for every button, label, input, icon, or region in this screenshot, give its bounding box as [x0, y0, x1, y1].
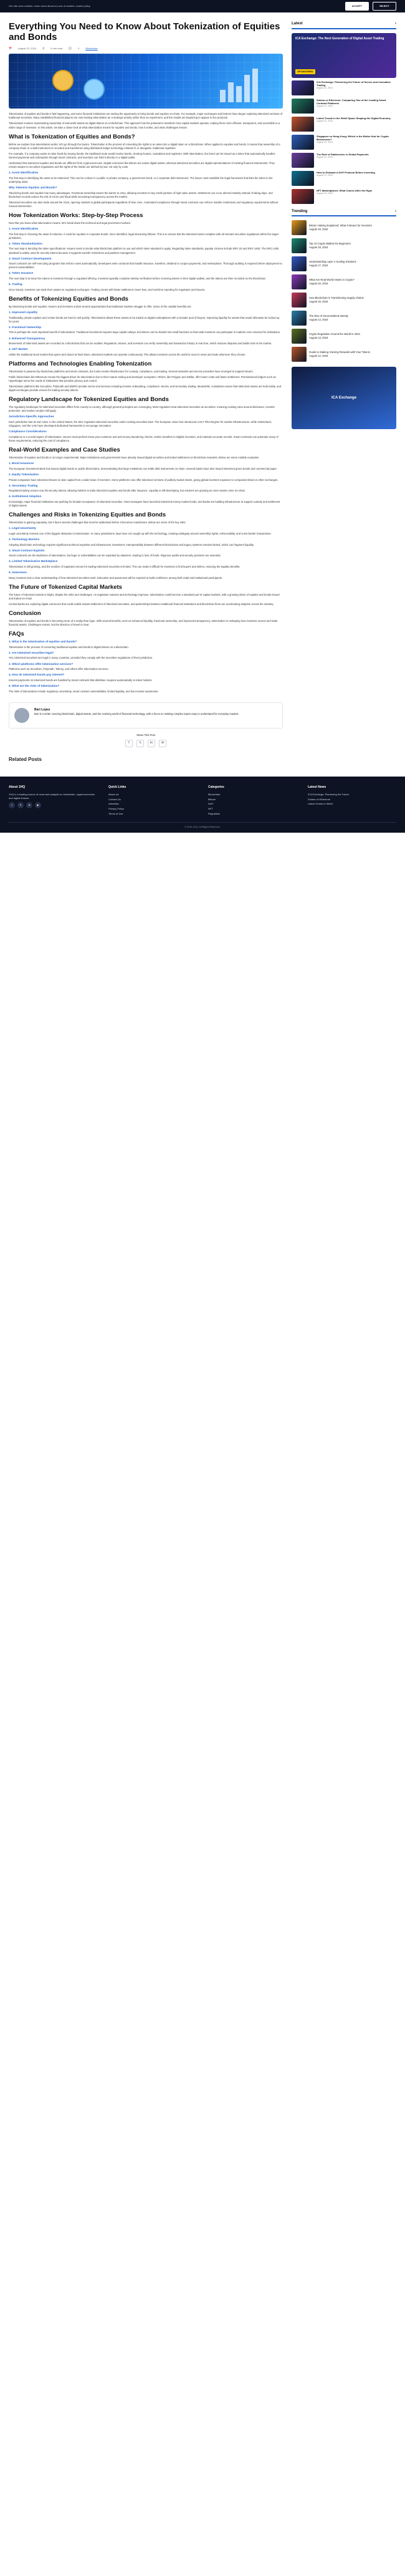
clock-icon: ⏱ — [42, 46, 45, 50]
latest-item[interactable] — [292, 117, 396, 132]
trending-title[interactable]: How Blockchain is Transforming Supply Chains — [309, 296, 364, 300]
latest-date: August 22, 2024 — [317, 141, 333, 144]
trending-text — [309, 278, 355, 286]
latest-title[interactable]: ICA Exchange: Pioneering the Future of Secure and Innovative Trading — [317, 80, 391, 87]
section-heading: Benefits of Tokenizing Equities and Bonds — [9, 295, 128, 303]
subsection-heading: 4. How do tokenized bonds pay interest? — [9, 673, 65, 677]
latest-date: August 21, 2024 — [317, 155, 333, 158]
trending-title[interactable]: The Rise of Decentralized Identity — [309, 314, 348, 318]
trending-title[interactable]: Crypto Regulation Around the World in 2024 — [309, 332, 360, 336]
subsection-heading: 3. Enhanced Transparency — [9, 336, 45, 340]
trending-item[interactable] — [292, 329, 396, 344]
latest-date: August 20, 2024 — [317, 191, 333, 195]
telegram-icon[interactable]: ➤ — [26, 802, 32, 808]
category-link[interactable]: Blockchain — [85, 46, 98, 50]
subsection-heading: 2. Are tokenized securities legal? — [9, 651, 54, 654]
trending-text — [309, 260, 356, 268]
trending-text — [309, 242, 351, 249]
paragraph: The future of tokenized assets is bright, despite the risks and challenges. As regulation matures and technology improves, tokenization could become a standard part of capital markets, with a growing share of equities and bonds issued and traded on-chain. — [9, 593, 280, 600]
section-heading: Real-World Examples and Case Studies — [9, 447, 120, 454]
paragraph: Movements of tokenized assets are recorded on a blockchain that can be audited. Regulators, issuers, and investors can verify ownership and transaction history in real time, which reduces disputes and builds trust in the market. — [9, 342, 272, 346]
footer-link[interactable]: Privacy Policy — [108, 807, 124, 811]
paragraph: Many investors lack a clear understanding of how tokenized securities work. Education and awareness will be required to build confidence among both retail and institutional participants. — [9, 576, 223, 579]
email-icon[interactable]: ✉ — [159, 740, 166, 747]
paragraph: Interest payments on tokenized bonds are handled by smart contracts that distribute coupons automatically to token holders. — [9, 678, 153, 682]
paragraph: The next step is to issue the tokens to investors through a regulated offering. Investors typically complete identity verification before receiving tokens in their digital wallets, and the tokens are then recorded on the blockchain. — [9, 277, 267, 281]
subsection-heading: Compliance Considerations — [9, 430, 47, 433]
comment-count[interactable]: 0 — [78, 46, 80, 50]
subsection-heading: 3. Which platforms offer tokenization services? — [9, 662, 74, 666]
paragraph: Tokenization is powered by blockchain platforms and smart contracts, but it also needs infrastructure for custody, compliance, and trading. Several networks and service providers have emerged to support issuers. — [9, 369, 254, 373]
footer-link[interactable]: Advertise — [108, 802, 119, 806]
paragraph: Tokenization is still growing, and the number of regulated venues for trading tokenized securities is limited. This can make it difficult for investors to find buyers and sellers, reducing the liquidity benefits. — [9, 565, 241, 569]
subsection-heading: 5. Trading — [9, 283, 22, 286]
trending-thumbnail[interactable] — [292, 220, 307, 235]
related-title: Related Posts — [9, 756, 42, 762]
ad-banner[interactable]: ICA Exchange — [292, 367, 396, 429]
subsection-heading: 5. What are the risks of tokenization? — [9, 684, 60, 688]
paragraph: Each jurisdiction has its own rules. In the United States, the SEC regulates tokenized securities under existing securities laws. The European Union has introduced a DLT Pilot Regime for market infrastructures, while Switzerland, Singapore, and the UAE have developed dedicated frameworks to encourage innovation. — [9, 420, 272, 428]
footer-links — [108, 785, 197, 816]
section-heading: Regulatory Landscape for Tokenized Equities and Bonds — [9, 396, 169, 404]
facebook-icon[interactable]: f — [9, 802, 15, 808]
featured-title[interactable]: ICA Exchange: The Next Generation of Digital Asset Trading — [295, 36, 384, 41]
latest-date: August 23, 2024 — [317, 87, 333, 90]
paragraph: Platforms such as Securitize, Polymath, Tokeny, and others offer tokenization services. — [9, 667, 109, 671]
latest-thumbnail[interactable] — [292, 117, 314, 132]
author-name[interactable]: Bari Lopez — [34, 707, 50, 712]
paragraph: Yes, tokenized securities are legal in many countries, provided they comply with the securities regulations of their jurisdiction. — [9, 656, 153, 660]
subsection-heading: 3. Smart Contract Development — [9, 256, 52, 260]
latest-title[interactable]: Latest Trends in the Web3 Space Shaping the Digital Economy — [317, 116, 391, 120]
trending-item[interactable] — [292, 347, 396, 362]
paragraph: Tokenization involves representing ownership of real-world assets as digital tokens on a blockchain. This approach has the potential to transform how capital markets operate, making them more efficient, transparent, and accessible to a wider range of investors. In this article, we take a closer look at what tokenization means for equities and bonds, how it works, and what challenges remain. — [9, 122, 280, 129]
trending-text — [309, 332, 360, 340]
subsection-heading: 1. Improved Liquidity — [9, 310, 38, 314]
paragraph: Tokenization of equities and bonds is fast happening, and some financial institutions are seizing the opportunity to bring bonds and equities on-chain. For example, major exchanges and brokers have begun exploring tokenized versions of traditional securities. Many established financial players are now treating tokenization as a strategic priority rather than an experiment, and the results are beginning to appear in live products. — [9, 112, 283, 120]
author-bio: Bari is a writer covering blockchain, digital assets, and the evolving world of financial technology, with a focus on making complex topics easy to understand for everyday readers. — [34, 712, 239, 716]
paragraph: Private companies have tokenized shares to raise capital from a wider base of investors. Some platforms now offer tokenized versions of publicly traded stocks, giving global investors exposure to companies listed on other exchanges. — [9, 478, 279, 482]
footer-link[interactable]: Blockchain — [208, 792, 221, 796]
latest-thumbnail[interactable] — [292, 99, 314, 114]
footer-links-title: Quick Links — [108, 785, 126, 790]
footer-about-text: 1HQ is a leading source of news and analysis on blockchain, cryptocurrencies and digital finance. — [9, 792, 95, 800]
comment-icon[interactable]: 💬 — [69, 46, 72, 50]
subsection-heading: 1. Bond Issuances — [9, 462, 34, 465]
trending-date: August 12, 2024 — [309, 354, 328, 358]
subsection-heading: 4. Institutional Adoption — [9, 495, 42, 498]
latest-list — [292, 80, 396, 204]
paragraph: Tokenized securities can also trade around the clock, opening markets to global participants regardless of time zone. Automated compliance through smart contracts can enforce transfer restrictions and regulatory requirements without manual intervention. — [9, 200, 279, 208]
trending-item[interactable] — [292, 238, 396, 253]
chevron-right-icon[interactable]: › — [395, 22, 396, 26]
latest-text — [317, 117, 391, 132]
paragraph: Regulated trading venues now list security tokens, allowing holders to trade tokenized equities and bonds after issuance. Liquidity is still developing, but volumes are growing as more assets come on-chain. — [9, 489, 246, 493]
paragraph: This is perhaps the most important benefit of tokenization. Traditional investment requires large capital outlays, but tokens can be divided into small fractions so that retail investors can participate in markets once reserved for institutions. — [9, 331, 280, 334]
paragraph: Central banks are exploring digital currencies that could enable instant settlement of tokenized securities, and partnerships between traditional financial institutions and blockchain firms are accelerating adoption across the industry. — [9, 602, 274, 606]
trending-item[interactable] — [292, 256, 396, 271]
trending-thumbnail[interactable] — [292, 311, 307, 326]
paragraph: Tokenization of equities and bonds is no longer experimental. Major institutions and governments have already issued digital securities and tested settlement on blockchain networks. Below are some notable examples. — [9, 456, 260, 460]
trending-title[interactable]: Top 10 Crypto Wallets for Beginners — [309, 242, 351, 246]
paragraph: Compliance is a crucial aspect of tokenization. Issuers must perform know-your-customer and anti-money-laundering checks, restrict transfers to eligible investors, and maintain accurate records. Smart contracts can automate many of these requirements, reducing the cost of compliance. — [9, 435, 279, 443]
latest-text — [317, 171, 375, 186]
paragraph: The risks of tokenization include regulatory uncertainty, smart contract vulnerabilities, limited liquidity, and low investor awareness. — [9, 689, 159, 693]
latest-header — [292, 21, 396, 29]
latest-text — [317, 153, 369, 168]
subsection-heading: 2. Token Standardization — [9, 241, 43, 245]
latest-text — [317, 189, 372, 204]
section-heading: The Future of Tokenized Capital Markets — [9, 583, 122, 591]
subsection-heading: 1. Asset Identification — [9, 171, 39, 175]
paragraph: Unlike the traditional stock market that opens and closes at fixed times, tokenized markets can operate continuously. This allows investors across the world to react to news and trade whenever they choose. — [9, 352, 246, 356]
trending-date: August 17, 2024 — [309, 264, 328, 268]
paragraph: The first step is choosing the asset to tokenize. It could be equities or corporate bonds. Once identified, legal structuring follows. This is to ensure that the tokenized asset complies with all relevant securities regulations within the target jurisdiction. — [9, 232, 279, 240]
trending-thumbnail[interactable] — [292, 256, 307, 271]
subsection-heading: 1. What is the tokenization of equities and bonds? — [9, 640, 77, 644]
latest-text — [317, 80, 396, 95]
trending-title[interactable]: Understanding Layer 2 Scaling Solutions — [309, 260, 356, 264]
section-heading: FAQs — [9, 631, 24, 638]
footer-about-title: About 1HQ — [9, 785, 26, 790]
chevron-right-icon[interactable]: › — [395, 209, 396, 213]
paragraph: The European Investment Bank has issued digital bonds on public blockchains, demonstrating that large institutions can settle debt instruments on-chain. Several banks have also issued tokenized green bonds and commercial paper. — [9, 467, 277, 470]
featured-post[interactable] — [292, 33, 396, 78]
latest-title[interactable]: How to Evaluate a DeFi Protocol Before Investing — [317, 170, 375, 174]
paragraph: The first step is identifying the asset to be tokenized. This can be a share in a public or private company, a government bond, or a corporate debt instrument. The issuer must establish the legal framework that links the token to the underlying asset. — [9, 176, 273, 183]
footer-link[interactable]: Regulation — [208, 811, 221, 815]
share-icons — [125, 740, 166, 747]
subsection-heading: 3. Secondary Trading — [9, 483, 38, 487]
linkedin-icon[interactable]: in — [148, 740, 155, 747]
footer-latest-title: Latest News — [308, 785, 326, 790]
trending-text — [309, 224, 372, 231]
latest-title: Latest — [292, 22, 303, 26]
subsection-heading: Why Tokenize Equities and Bonds? — [9, 185, 57, 189]
paragraph: Tokenization platforms like Securitize, Polymath and tZERO provide end-to-end services including investor onboarding, compliance checks, and secondary trading. Meanwhile, custodians ensure that tokenized assets are held safely, and digital exchanges provide venues for trading security tokens. — [9, 385, 282, 392]
latest-item[interactable] — [292, 153, 396, 168]
social-icons — [9, 802, 97, 808]
paragraph: Tokenization is the process of converting traditional equities and bonds to digital tokens on a blockchain. — [9, 645, 129, 649]
footer-link[interactable]: Terms of Use — [108, 811, 123, 815]
trending-thumbnail[interactable] — [292, 274, 307, 289]
trending-header — [292, 209, 396, 217]
footer-link[interactable]: DeFi — [208, 802, 214, 806]
footer-cats-title: Categories — [208, 785, 224, 790]
footer-link[interactable]: Latest Trends in Web3 — [308, 802, 333, 806]
latest-date: August 21, 2024 — [317, 173, 333, 177]
subsection-heading: 2. Fractional Ownership — [9, 325, 42, 329]
trending-thumbnail[interactable] — [292, 293, 307, 307]
trending-item[interactable] — [292, 220, 396, 235]
paragraph: For example, if a company wants to raise funds by issuing bonds, the traditional route would involve banks, clearing houses, custodians and registrars. With tokenization, the bond can be issued as a token that automatically handles interest payments and redemption through smart contracts, and investors can hold it directly in a digital wallet. — [9, 152, 275, 159]
latest-text — [317, 99, 396, 114]
page-title: Everything You Need to Know About Tokenization of Equities and Bonds — [9, 21, 280, 43]
chart-graphic — [220, 69, 258, 102]
latest-item[interactable] — [292, 171, 396, 186]
footer-columns — [9, 785, 396, 816]
author-box — [9, 702, 283, 729]
twitter-icon[interactable]: 𝕏 — [17, 802, 24, 808]
trending-title: Trending — [292, 209, 308, 213]
footer-link[interactable]: NFT — [208, 807, 213, 811]
subsection-heading: 4. Limited Tokenization Marketplace — [9, 559, 58, 563]
article — [9, 12, 283, 773]
trending-thumbnail[interactable] — [292, 238, 307, 253]
subsection-heading: 1. Asset Identification — [9, 226, 39, 230]
trending-text — [309, 314, 348, 322]
paragraph: Now that you know what tokenization means, let's break down the technical and legal processes involved. — [9, 221, 131, 225]
share-label: Share This Post — [136, 733, 155, 737]
latest-title[interactable]: Solana vs Ethereum: Comparing Two of the Leading Smart Contract Platforms — [317, 98, 386, 105]
latest-thumbnail[interactable] — [292, 80, 314, 95]
trending-text — [309, 351, 370, 358]
trending-title[interactable]: What Are Real World Assets in Crypto? — [309, 278, 355, 282]
footer-link[interactable]: Contact Us — [108, 797, 121, 801]
latest-item[interactable] — [292, 189, 396, 204]
latest-thumbnail[interactable] — [292, 153, 314, 168]
trending-date: August 19, 2024 — [309, 228, 328, 231]
latest-text — [317, 135, 396, 150]
subsection-heading: 5. Awareness — [9, 571, 27, 574]
article-date: August 23, 2024 — [17, 46, 37, 50]
section-heading: Platforms and Technologies Enabling Tokenization — [9, 361, 152, 368]
read-time: 6 min read — [50, 46, 63, 50]
trending-item[interactable] — [292, 293, 396, 307]
paragraph: Tokenizing bonds and equities has many advantages. Fractional ownership lowers the barrier to entry, allowing investors to buy small portions of high-value assets. Settlement can occur almost instantly instead of taking days, and blockchain records reduce the risk of errors and fraud while increasing transparency across the market. — [9, 191, 273, 198]
trending-title[interactable]: Guide to Staking: Earning Rewards with Your Tokens — [309, 351, 370, 354]
latest-thumbnail[interactable] — [292, 171, 314, 186]
paragraph: The next step is deciding the token specifications. Issuers need to decide what blockchain platform to use and which token standard to apply. Regarding token standards, popular choices include ERC-20 and ERC-1400. The ERC-1400 standard is widely used for security tokens because it supports transfer restrictions and partition management. — [9, 247, 279, 254]
latest-title[interactable]: NFT Marketplaces: What Comes After the Hype — [317, 188, 373, 192]
footer-link[interactable]: ICA Exchange: Pioneering the Future — [308, 792, 350, 796]
subsection-heading: 1. Legal Uncertainty — [9, 526, 36, 530]
youtube-icon[interactable]: ▶ — [35, 802, 41, 808]
cookie-notice: Our site uses cookies. Learn more about our use of cookies: cookie policy — [9, 4, 90, 8]
cookie-buttons — [345, 2, 396, 11]
paragraph: Smart contracts are self-executing programs that enforce rules automatically. Developers write contracts that handle issuance, transfers, dividend or coupon payments, and redemptions. Thorough auditing is required before deployment to prevent vulnerabilities. — [9, 262, 282, 269]
accept-button[interactable]: ACCEPT — [345, 2, 369, 11]
latest-thumbnail[interactable] — [292, 189, 314, 204]
paragraph: Adopting blockchain technology requires significant technical expertise and infrastructure investment. Interoperability between different blockchains and legacy systems remains limited, which can fragment liquidity. — [9, 543, 254, 546]
subsection-heading: 2. Equity Tokenization — [9, 472, 39, 476]
paragraph: Public blockchains like Ethereum remain the biggest driver for tokenization due to their mature tooling and developer ecosystem. Others, like Polygon and Stellar, offer lower costs and faster settlement. Permissioned ledgers such as Hyperledger serve the needs of institutions that prioritize privacy and control. — [9, 375, 276, 383]
footer-latest — [308, 785, 396, 816]
calendar-icon: 📅 — [9, 46, 12, 50]
trending-thumbnail[interactable] — [292, 329, 307, 344]
paragraph: Understand that tokenized equities and bonds are different from cryptocurrencies. Digital currencies like Bitcoin are native digital assets, whereas tokenized securities are digital representations of existing financial instruments. They remain subject to securities regulations and the rights of the holder are defined by law, not only by code. — [9, 161, 275, 169]
subsection-heading: 4. Token Issuance — [9, 271, 34, 275]
featured-badge: SPONSORED — [295, 69, 315, 74]
section-heading: How Tokenization Works: Step-by-Step Process — [9, 211, 143, 219]
section-heading: Conclusion — [9, 610, 41, 617]
latest-title[interactable]: Singapore vs Hong Kong: Which is the Better Hub for Crypto Businesses? — [317, 134, 389, 141]
copyright: © 2024 1HQ. All Rights Reserved. — [9, 822, 396, 830]
trending-text — [309, 296, 364, 304]
trending-date: August 16, 2024 — [309, 282, 328, 286]
footer-link[interactable]: Solana vs Ethereum — [308, 797, 331, 801]
twitter-icon[interactable]: 𝕏 — [136, 740, 144, 747]
footer-link[interactable]: Bitcoin — [208, 797, 216, 801]
reject-button[interactable]: REJECT — [373, 2, 396, 11]
paragraph: Increasingly, major financial institutions are pushing for broader acceptance of tokenized securities. Asset managers have launched tokenized money-market funds, and banks are building infrastructure to support custody and settlement of digital assets. — [9, 500, 280, 508]
trending-date: August 14, 2024 — [309, 318, 328, 322]
hero-image — [9, 54, 283, 109]
latest-item[interactable] — [292, 80, 396, 95]
trending-date: August 15, 2024 — [309, 300, 328, 304]
paragraph: Tokenization is gaining popularity, but it faces several challenges that must be addressed before it becomes mainstream. Below are some of the key risks. — [9, 521, 186, 525]
cookie-bar — [0, 0, 405, 12]
latest-item[interactable] — [292, 99, 396, 114]
paragraph: Tokenization of equities and bonds is becoming more of a reality than hype. With several benefits, such as enhanced liquidity, fractional ownership, and improved transparency, tokenization is reshaping how investors access and trade financial assets. Challenges remain, but the direction of travel is clear. — [9, 619, 278, 627]
article-body — [9, 112, 283, 693]
paragraph: The regulatory landscape for tokenized securities differs from country to country, although general principles are converging. Most regulators treat tokenized securities as securities, meaning existing rules around disclosure, investor protection, and market conduct still apply. — [9, 405, 275, 413]
paragraph: Once issued, investors can trade their assets on regulated exchanges. Trading comes with faster settlement, lower fees, and real-time reporting for regulators and issuers. — [9, 288, 206, 291]
section-heading: Challenges and Risks in Tokenizing Equities and Bonds — [9, 511, 166, 519]
footer-link[interactable]: About Us — [108, 792, 119, 796]
paragraph: By tokenizing bonds and equities, issuers and investors unlock several opportunities that traditional markets struggle to offer. Some of the notable benefits are: — [9, 304, 192, 308]
facebook-icon[interactable]: f — [125, 740, 133, 747]
avatar[interactable] — [14, 708, 29, 723]
subsection-heading: 2. Technology Barriers — [9, 537, 40, 541]
subsection-heading: Jurisdiction-Specific Approaches — [9, 415, 54, 419]
trending-item[interactable] — [292, 274, 396, 289]
trending-date: August 13, 2024 — [309, 336, 328, 340]
footer-categories — [208, 785, 297, 816]
paragraph: Legal uncertainty remains one of the biggest obstacles to tokenization. In many jurisdictions, laws have not caught up with the technology, creating ambiguity around ownership rights, enforceability, and cross-border transactions. — [9, 531, 272, 535]
latest-thumbnail[interactable] — [292, 135, 314, 150]
trending-list — [292, 220, 396, 362]
footer-about — [9, 785, 97, 816]
trending-title[interactable]: Bitcoin Halving Explained: What It Means for Investors — [309, 224, 372, 228]
subsection-heading: 3. Smart Contract Exploits — [9, 548, 45, 552]
paragraph: Traditionally, private equities and certain bonds are hard to sell quickly. Tokenization allows these assets to be traded on digital marketplaces with a broader pool of buyers, improving liquidity for assets that would otherwise be locked up for years. — [9, 316, 280, 323]
subsection-heading: 4. 24/7 Market — [9, 347, 28, 351]
paragraph: Before we explore how tokenization works, let's go through the basics. Tokenization is the process of converting the rights to an asset into a digital token on a blockchain. When applied to equities and bonds, it means that ownership of a company share or a debt instrument is recorded and transferred using distributed ledger technology instead of, or alongside, traditional registries. — [9, 142, 280, 150]
page-wrap — [0, 12, 405, 773]
sidebar — [292, 12, 396, 773]
trending-date: August 18, 2024 — [309, 246, 328, 249]
footer — [0, 777, 405, 833]
share-section — [9, 734, 283, 747]
trending-thumbnail[interactable] — [292, 347, 307, 362]
latest-title[interactable]: The Role of Stablecoins in Global Payments — [317, 152, 369, 156]
trending-item[interactable] — [292, 311, 396, 326]
latest-item[interactable] — [292, 135, 396, 150]
latest-date: August 22, 2024 — [317, 119, 333, 122]
paragraph: Smart contracts are the backbone of tokenization, but bugs or vulnerabilities can be exploited by attackers, leading to loss of funds. Rigorous audits and security practices are essential. — [9, 554, 221, 558]
latest-date: August 23, 2024 — [317, 105, 333, 108]
section-heading: What is Tokenization of Equities and Bonds? — [9, 133, 135, 140]
article-meta — [9, 47, 283, 51]
